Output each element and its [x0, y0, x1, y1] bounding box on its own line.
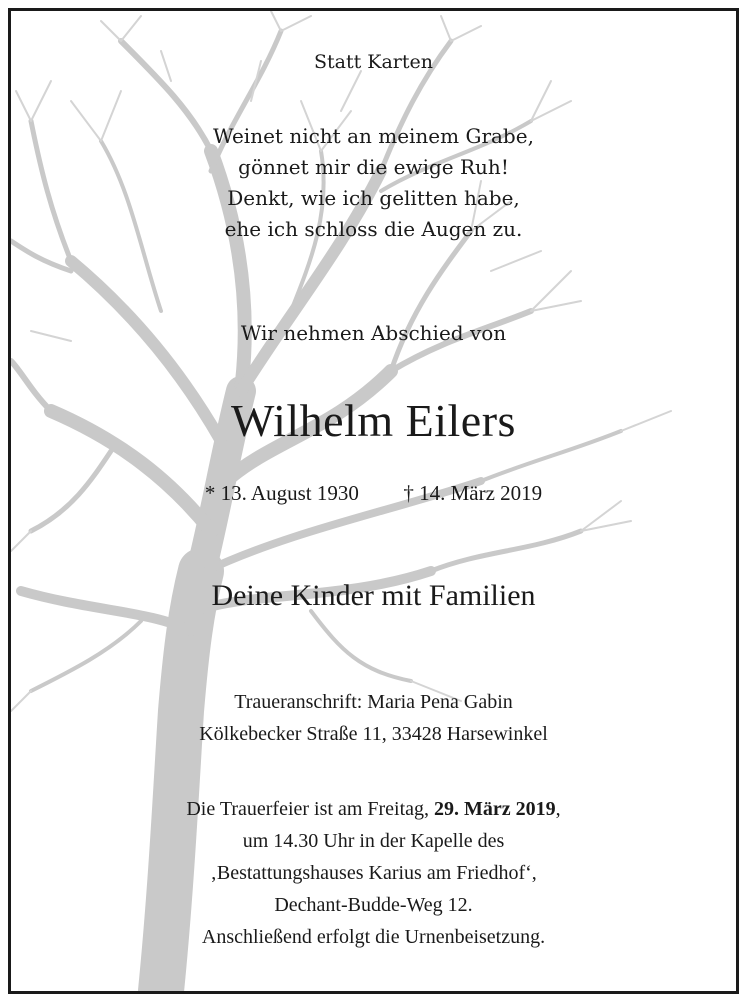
ceremony-line: Dechant-Budde-Weg 12. — [274, 894, 473, 916]
deceased-name: Wilhelm Eilers — [231, 395, 516, 446]
ceremony-line: Anschließend erfolgt die Urnenbeisetzung. — [201, 926, 546, 948]
ceremony-line: um 14.30 Uhr in der Kapelle des — [242, 830, 505, 852]
poem-line: gönnet mir die ewige Ruh! — [238, 155, 509, 179]
poem — [11, 121, 736, 245]
statt-karten-heading: Statt Karten — [313, 51, 433, 73]
address-line: Traueranschrift: Maria Pena Gabin — [234, 691, 513, 713]
ceremony-line: ‚Bestattungshauses Karius am Friedhof‘, — [210, 862, 537, 884]
death-date: † 14. März 2019 — [403, 481, 543, 505]
ceremony-date: 29. März 2019 — [434, 798, 556, 820]
address-line: Kölkebecker Straße 11, 33428 Harsewinkel — [199, 723, 548, 745]
birth-date: * 13. August 1930 — [204, 481, 359, 505]
family-signature: Deine Kinder mit Familien — [211, 579, 536, 612]
poem-line: Denkt, wie ich gelitten habe, — [227, 186, 520, 210]
poem-line: Weinet nicht an meinem Grabe, — [213, 124, 534, 148]
farewell-intro: Wir nehmen Abschied von — [240, 321, 507, 345]
obituary-frame — [8, 8, 739, 994]
ceremony-details — [11, 793, 736, 953]
life-dates — [11, 481, 736, 506]
ceremony-line: Die Trauerfeier ist am Freitag, 29. März 2019, — [186, 798, 561, 820]
mourning-address — [11, 686, 736, 750]
poem-line: ehe ich schloss die Augen zu. — [224, 217, 523, 241]
